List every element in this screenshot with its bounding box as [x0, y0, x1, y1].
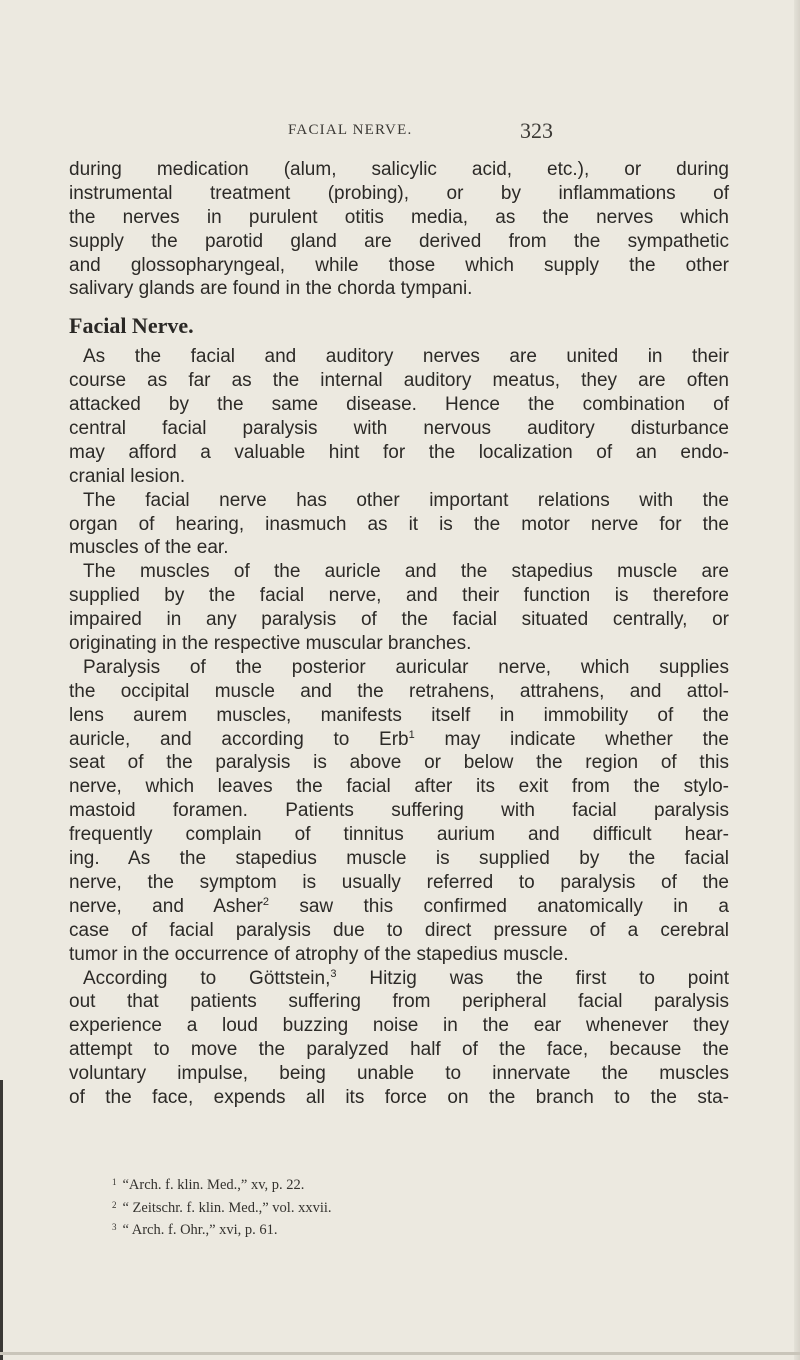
running-head [0, 118, 800, 158]
page-binding-edge [0, 1080, 3, 1360]
text-line: attempt to move the paralyzed half of the face, because the [69, 1039, 729, 1061]
text-line: As the facial and auditory nerves are united in their [83, 346, 729, 368]
text-segment: may indicate whether the [414, 728, 729, 750]
text-line: seat of the paralysis is above or below the region of this [69, 752, 729, 774]
text-line [69, 895, 729, 919]
footnote-number: 1 [112, 1177, 117, 1187]
page-bottom-edge [0, 1352, 800, 1355]
text-line: and glossopharyngeal, while those which supply the other [69, 254, 729, 276]
text-line: experience a loud buzzing noise in the ear whenever they [69, 1015, 729, 1037]
footnote-ref-3: 3 [330, 967, 337, 980]
text-line: out that patients suffering from peripheral facial paralysis [69, 991, 729, 1013]
footnote-ref-2: 2 [262, 895, 269, 908]
text-line: central facial paralysis with nervous auditory disturbance [69, 418, 729, 440]
text-line: mastoid foramen. Patients suffering with facial paralysis [69, 800, 729, 822]
text-segment: saw this confirmed anatomically in a [268, 895, 729, 917]
text-line: instrumental treatment (probing), or by inflammations of [69, 182, 729, 204]
body-text [69, 158, 729, 1110]
text-line: may afford a valuable hint for the localization of an endo- [69, 441, 729, 463]
text-line: tumor in the occurrence of atrophy of the stapedius muscle. [69, 943, 569, 965]
text-line: voluntary impulse, being unable to innervate the muscles [69, 1063, 729, 1085]
text-line [69, 967, 729, 991]
footnote-number: 2 [112, 1199, 117, 1210]
text-line: nerve, the symptom is usually referred to paralysis of the [69, 871, 729, 893]
footnotes [112, 1173, 672, 1241]
text-line: supplied by the facial nerve, and their function is therefore [69, 585, 729, 607]
running-title: FACIAL NERVE. [288, 122, 413, 138]
text-line: ing. As the stapedius muscle is supplied by the facial [69, 848, 729, 870]
text-segment: auricle, and according to Erb [69, 728, 409, 750]
text-line: The facial nerve has other important relations with the [83, 489, 729, 511]
text-line: during medication (alum, salicylic acid, etc.), or during [69, 159, 729, 180]
text-line: Paralysis of the posterior auricular nerve, which supplies [83, 656, 729, 678]
text-line: cranial lesion. [69, 465, 186, 487]
text-line: originating in the respective muscular branches. [69, 633, 472, 655]
text-line: impaired in any paralysis of the facial situated centrally, or [69, 609, 729, 631]
text-line [69, 728, 729, 752]
text-line: the nerves in purulent otitis media, as the nerves which [69, 206, 729, 228]
text-line: case of facial paralysis due to direct pressure of a cerebral [69, 919, 729, 941]
text-segment: Hitzig was the first to point [336, 967, 729, 989]
footnote-text: “Arch. f. klin. Med.,” xv, p. 22. [122, 1177, 305, 1193]
text-line: organ of hearing, inasmuch as it is the motor nerve for the [69, 513, 729, 535]
text-line: muscles of the ear. [69, 537, 229, 559]
text-line: The muscles of the auricle and the stapedius muscle are [83, 561, 729, 583]
footnote-text: “ Zeitschr. f. klin. Med.,” vol. xxvii. [122, 1199, 332, 1216]
footnote-ref-1: 1 [408, 728, 415, 741]
text-line: of the face, expends all its force on the branch to the sta- [69, 1086, 729, 1108]
footnote-number: 3 [112, 1222, 117, 1232]
page-number: 323 [520, 118, 553, 143]
text-line: salivary glands are found in the chorda tympani. [69, 278, 473, 300]
footnote [112, 1196, 672, 1219]
text-segment: According to Göttstein, [83, 967, 331, 989]
footnote [112, 1218, 672, 1241]
footnote [112, 1173, 672, 1196]
text-line: course as far as the internal auditory meatus, they are often [69, 370, 729, 392]
text-line: the occipital muscle and the retrahens, attrahens, and attol- [69, 680, 729, 702]
page-edge-shadow [794, 0, 800, 1360]
text-line: supply the parotid gland are derived from the sympathetic [69, 230, 729, 252]
text-line: attacked by the same disease. Hence the combination of [69, 394, 729, 416]
text-line: lens aurem muscles, manifests itself in immobility of the [69, 704, 729, 726]
text-line: frequently complain of tinnitus aurium and difficult hear- [69, 824, 729, 846]
section-heading: Facial Nerve. [69, 313, 194, 339]
text-segment: nerve, and Asher [69, 895, 263, 917]
text-line: nerve, which leaves the facial after its exit from the stylo- [69, 776, 729, 798]
footnote-text: “ Arch. f. Ohr.,” xvi, p. 61. [122, 1222, 278, 1238]
